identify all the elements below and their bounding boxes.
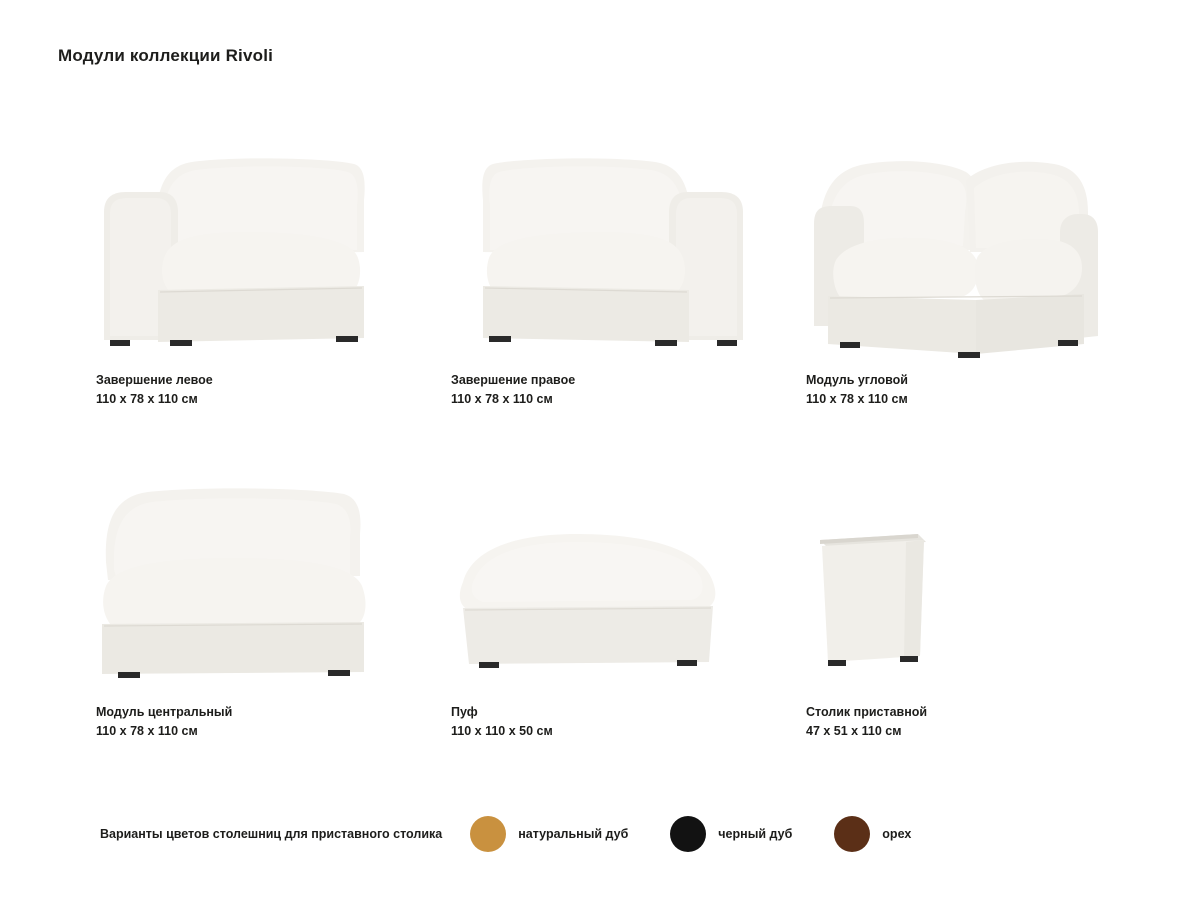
module-dims: 47 х 51 х 110 см [806, 724, 902, 738]
swatch-item [670, 816, 792, 852]
sofa-left-arm-illustration [96, 140, 396, 365]
swatch-natural-oak [470, 816, 506, 852]
module-name: Завершение правое [451, 373, 576, 387]
swatch-item [834, 816, 911, 852]
module-dims: 110 х 110 х 50 см [451, 724, 553, 738]
legend-label: Варианты цветов столешниц для приставного столика [100, 827, 443, 841]
module-card [58, 472, 413, 767]
module-caption [96, 372, 396, 408]
module-card [58, 140, 413, 435]
swatch-black-oak [670, 816, 706, 852]
module-dims: 110 х 78 х 110 см [806, 392, 908, 406]
pouf-illustration [451, 472, 751, 697]
swatch-label: орех [882, 827, 912, 841]
module-name: Столик приставной [806, 705, 928, 719]
module-card [768, 140, 1123, 435]
module-image-center [96, 472, 396, 697]
swatch-label: натуральный дуб [518, 827, 629, 841]
module-card [413, 472, 768, 767]
sofa-center-illustration [96, 472, 396, 697]
module-caption [451, 372, 751, 408]
swatch-item [470, 816, 628, 852]
module-caption [806, 372, 1106, 408]
module-dims: 110 х 78 х 110 см [96, 724, 198, 738]
module-dims: 110 х 78 х 110 см [451, 392, 553, 406]
modules-grid [58, 140, 1148, 767]
module-image-left-arm [96, 140, 396, 365]
page-title: Модули коллекции Rivoli [58, 46, 274, 65]
module-caption [806, 704, 1106, 740]
module-caption [96, 704, 396, 740]
module-name: Завершение левое [96, 373, 213, 387]
side-table-illustration [806, 472, 1106, 697]
sofa-right-arm-illustration [451, 140, 751, 365]
module-caption [451, 704, 751, 740]
swatch-label: черный дуб [718, 827, 793, 841]
module-card [413, 140, 768, 435]
module-image-right-arm [451, 140, 751, 365]
module-card [768, 472, 1123, 767]
module-image-side-table [806, 472, 1106, 697]
module-dims: 110 х 78 х 110 см [96, 392, 198, 406]
module-image-pouf [451, 472, 751, 697]
module-name: Модуль центральный [96, 705, 233, 719]
swatch-walnut [834, 816, 870, 852]
module-name: Модуль угловой [806, 373, 908, 387]
sofa-corner-illustration [806, 140, 1106, 365]
module-name: Пуф [451, 705, 478, 719]
module-image-corner [806, 140, 1106, 365]
color-options-legend [100, 816, 1100, 852]
